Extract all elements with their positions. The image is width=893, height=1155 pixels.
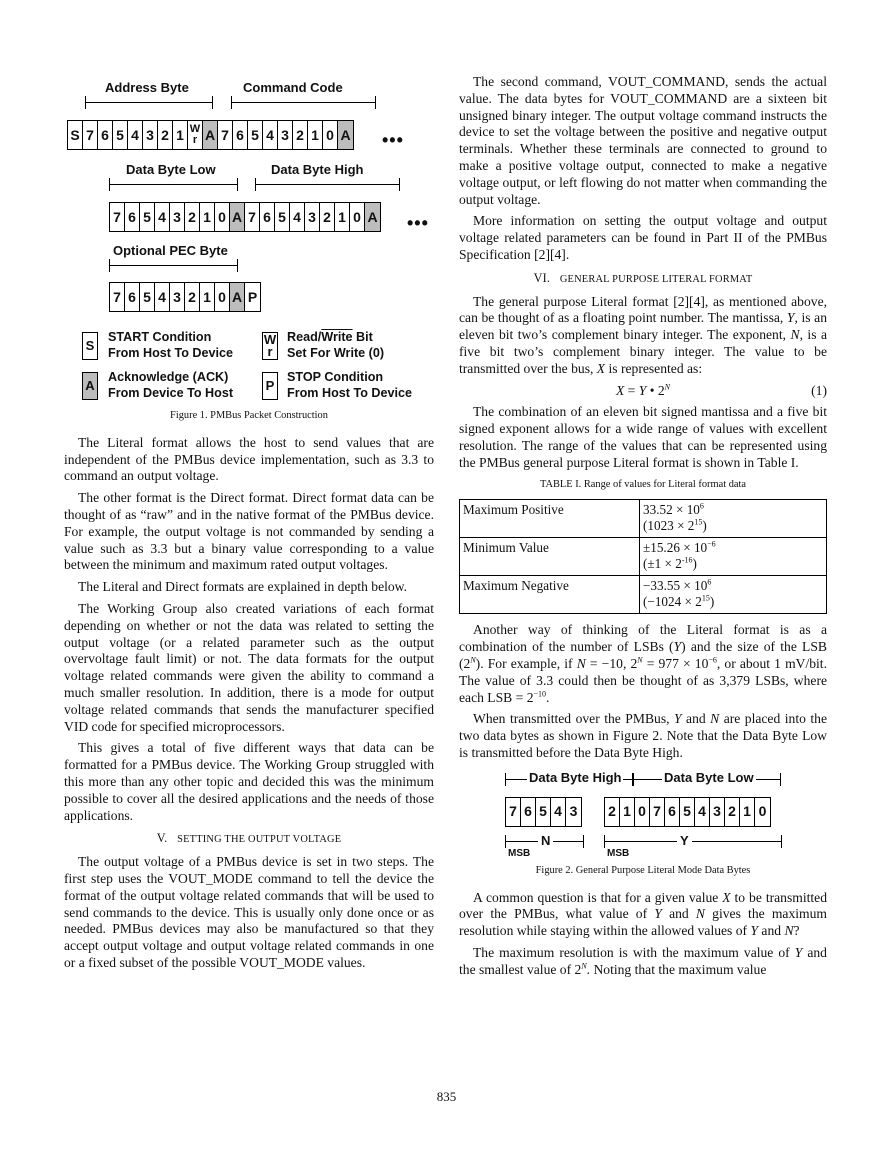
start-bit-cell: S <box>68 121 83 149</box>
legend-write-line1 <box>287 329 384 345</box>
bit-cell: 7 <box>83 121 98 149</box>
table-cell-label: Maximum Positive <box>460 500 640 538</box>
exponent-label: N <box>538 833 553 850</box>
section-heading-vi <box>459 270 827 289</box>
data-byte-low-label: Data Byte Low <box>126 162 216 177</box>
bit-cell: 5 <box>680 798 695 826</box>
bit-cell: 0 <box>215 203 230 231</box>
bit-cell: 5 <box>248 121 263 149</box>
legend-write-line1-overlined: Write <box>321 330 353 344</box>
data-byte-high-span-arrow <box>255 184 400 185</box>
legend-write-line1-post: Bit <box>352 330 373 344</box>
literal-range-table <box>459 499 827 614</box>
bit-cell: 1 <box>620 798 635 826</box>
bit-cell: 1 <box>308 121 323 149</box>
paragraph: The output voltage of a PMBus device is set in two steps. The first step uses the VOUT_MODE command to tell the device the format of the output voltage related commands that will be used to send commands to the device. This is usually only done once or as needed. PMBus devices may also be manufactured so that they accept output voltage and output voltage related commands in one or a fixed subset of the possible VOUT_MODE values. <box>64 854 434 970</box>
bit-cell: 6 <box>521 798 536 826</box>
table-cell-value: $-33.55 \times 10^6$ $(-1024 \times 2^{15})$ <box>640 576 827 614</box>
paragraph: The Literal format allows the host to send values that are independent of the PMBus device implementation, such as 3.3 to command an output voltage. <box>64 434 434 484</box>
legend-write-line2: Set For Write (0) <box>287 346 385 360</box>
continuation-ellipsis: ••• <box>382 130 404 150</box>
bit-cell: 3 <box>710 798 725 826</box>
legend-ack-text <box>108 369 233 401</box>
bit-cell: 1 <box>335 203 350 231</box>
data-byte-high-label: Data Byte High <box>271 162 364 177</box>
legend-write-symbol <box>262 332 278 360</box>
bit-cell: 6 <box>233 121 248 149</box>
bit-cell: 2 <box>605 798 620 826</box>
paragraph: More information on setting the output voltage and output voltage related parameters can be found in Part II of the PMBus Specification [2][4]. <box>459 213 827 262</box>
legend-write-symbol-top: W <box>263 332 277 347</box>
bit-cell: 2 <box>725 798 740 826</box>
pec-byte-span-arrow <box>109 265 238 266</box>
fig2-high-label: Data Byte High <box>529 769 622 785</box>
table-cell-value: $33.52 \times 10^6$ $(1023 \times 2^{15})$ <box>640 500 827 538</box>
table-cell-value: $\pm 15.26 \times 10^{-6}$ $(\pm 1 \times 2^{-16})$ <box>640 538 827 576</box>
bit-cell: 2 <box>293 121 308 149</box>
legend-write-text <box>287 329 384 361</box>
legend-ack-symbol: A <box>82 372 98 400</box>
ack-bit-cell: A <box>230 203 245 231</box>
bit-cell: 6 <box>665 798 680 826</box>
bit-cell: 1 <box>200 283 215 311</box>
bit-cell: 0 <box>635 798 650 826</box>
bit-cell: 4 <box>155 283 170 311</box>
bit-cell: 5 <box>275 203 290 231</box>
bit-cell: 2 <box>320 203 335 231</box>
page-number: 835 <box>436 1089 457 1104</box>
figure-2-data-bytes <box>459 767 827 859</box>
address-byte-span-arrow <box>85 102 213 103</box>
table-cell-label: Minimum Value <box>460 538 640 576</box>
exponent-bits-row <box>505 797 582 827</box>
legend-ack-line1: Acknowledge (ACK) <box>108 370 229 384</box>
bit-cell: 3 <box>305 203 320 231</box>
legend-ack-line2: From Device To Host <box>108 386 234 400</box>
bit-cell: 4 <box>695 798 710 826</box>
bit-cell: 4 <box>155 203 170 231</box>
bit-cell: 0 <box>350 203 365 231</box>
paragraph: The other format is the Direct format. Direct format data can be thought of as “raw” and in the native format of the PMBus device. For example, the output voltage is not commanded by sending a value such as 3.3 but a binary value corresponding to a value between the minimum and maximum rated output voltages. <box>64 490 434 573</box>
bit-cell: 3 <box>278 121 293 149</box>
legend-stop-text <box>287 369 412 401</box>
ack-bit-cell: A <box>203 121 218 149</box>
left-column <box>64 74 434 977</box>
equation-number: (1) <box>811 382 827 398</box>
paragraph: The second command, VOUT_COMMAND, sends the actual value. The data bytes for VOUT_COMMAND are a sixteen bit unsigned binary integer. The output voltage command instructs the device to set the voltage between the positive and negative output terminals. Whether these terminals are connected to ground to make a positive voltage output, connected to make a negative voltage output, or left flowing do not matter when commanding the output voltage. <box>459 74 827 207</box>
bit-cell: 3 <box>170 283 185 311</box>
paragraph: The Working Group also created variations of each format depending on whether or not the data was related to setting the output voltage (or a related parameter such as the output overvoltage fault limit) or not. The data formats for the output voltage related commands were given the ability to command a much smaller resolution. In addition, there is a mode for output voltage related commands that sends the manufacturer specified VID code for specified microprocessors. <box>64 600 434 734</box>
bit-cell: 7 <box>245 203 260 231</box>
paragraph: This gives a total of five different ways that data can be formatted for a PMBus device. The Working Group struggled with this more than any other topic and decided this was the minimum possible to cover all the desired applications and the needs of those applications. <box>64 740 434 823</box>
paragraph: The general purpose Literal format [2][4], as mentioned above, can be thought of as a floating point number. The mantissa, Y, is an eleven bit two’s complement binary integer. The exponent, N, is a five bit two’s complement binary integer. The value to be transmitted over the bus, X is represented as: <box>459 293 828 376</box>
bit-cell: 3 <box>170 203 185 231</box>
paragraph: When transmitted over the PMBus, Y and N are placed into the two data bytes as shown in Figure 2. Note that the Data Byte Low is transmitted before the Data Byte High. <box>459 711 827 760</box>
table-1-caption: TABLE I. Range of values for Literal format data <box>539 478 747 490</box>
data-byte-low-span-arrow <box>109 184 238 185</box>
packet-row-address-command <box>67 120 354 150</box>
legend-stop-symbol: P <box>262 372 278 400</box>
write-bit-cell: W r <box>188 121 203 149</box>
bit-cell: 1 <box>200 203 215 231</box>
legend-stop-line2: From Host To Device <box>287 386 413 400</box>
command-code-label: Command Code <box>243 80 343 95</box>
section-title: GENERAL PURPOSE LITERAL FORMAT <box>559 273 753 285</box>
table-row <box>460 538 827 576</box>
section-number: V. <box>156 831 168 846</box>
section-number: VI. <box>533 270 551 285</box>
bit-cell: 0 <box>758 803 767 820</box>
msb-label: MSB <box>508 847 531 859</box>
continuation-ellipsis: ••• <box>407 213 429 233</box>
figure-2-caption: Figure 2. General Purpose Literal Mode Data Bytes <box>535 864 751 876</box>
bit-cell: 3 <box>569 803 578 820</box>
bit-cell: 5 <box>113 121 128 149</box>
legend-start-text <box>108 329 233 361</box>
bit-cell: 5 <box>536 798 551 826</box>
paragraph: The maximum resolution is with the maximum value of Y and the smallest value of $2^N$. Noting that the maximum value <box>459 944 827 977</box>
bit-cell: 6 <box>125 283 140 311</box>
bit-cell: 6 <box>98 121 113 149</box>
command-code-span-arrow <box>231 102 376 103</box>
bit-cell: 7 <box>110 203 125 231</box>
bit-cell: 7 <box>506 798 521 826</box>
bit-cell: 4 <box>263 121 278 149</box>
bit-cell: 4 <box>551 798 566 826</box>
paragraph: The Literal and Direct formats are explained in depth below. <box>78 579 408 595</box>
bit-cell: 7 <box>110 283 125 311</box>
legend-start-line2: From Host To Device <box>108 346 234 360</box>
bit-cell: 2 <box>185 203 200 231</box>
mantissa-label: Y <box>677 833 692 850</box>
bit-cell: 2 <box>158 121 173 149</box>
ack-bit-cell: A <box>230 283 245 311</box>
mantissa-span-arrow <box>604 841 782 842</box>
bit-cell: 3 <box>143 121 158 149</box>
figure-1-packet-diagram <box>64 74 434 404</box>
ack-bit-cell: A <box>338 121 353 149</box>
bit-cell: 2 <box>185 283 200 311</box>
table-cell-label: Maximum Negative <box>460 576 640 614</box>
bit-cell: 6 <box>125 203 140 231</box>
section-title: SETTING THE OUTPUT VOLTAGE <box>177 834 342 846</box>
bit-cell: 5 <box>140 283 155 311</box>
right-column <box>459 74 827 983</box>
pec-byte-label: Optional PEC Byte <box>113 243 228 258</box>
bit-cell: 0 <box>215 283 230 311</box>
bit-cell: 1 <box>740 798 755 826</box>
paragraph: A common question is that for a given value X to be transmitted over the PMBus, what value of Y and N gives the maximum resolution while staying within the allowed values of Y and N? <box>459 889 828 939</box>
paragraph: Another way of thinking of the Literal format is as a combination of the number of LSBs (Y) and the size of the LSB $(2^N)$. For example, if N = −10, $2^N = 977 \times 10^{-6}$, or about 1 mV/bit. The value of 3.3 could then be thought of as 3,379 LSBs, where each LSB = $2^{-10}$. <box>459 622 827 705</box>
packet-row-data-bytes <box>109 202 381 232</box>
legend-start-symbol: S <box>82 332 98 360</box>
bit-cell: 4 <box>128 121 143 149</box>
legend-start-line1: START Condition <box>108 330 212 344</box>
bit-cell: 5 <box>140 203 155 231</box>
fig2-low-label: Data Byte Low <box>664 769 754 785</box>
bit-cell: 4 <box>290 203 305 231</box>
bit-cell: 0 <box>323 121 338 149</box>
bit-cell: 7 <box>650 798 665 826</box>
bit-cell: 1 <box>173 121 188 149</box>
stop-bit-cell: P <box>247 288 258 305</box>
table-row <box>460 576 827 614</box>
bit-cell: 6 <box>260 203 275 231</box>
address-byte-label: Address Byte <box>105 80 189 95</box>
figure-1-caption: Figure 1. PMBus Packet Construction <box>170 410 328 421</box>
msb-label: MSB <box>607 847 630 859</box>
ack-bit-cell: A <box>365 203 380 231</box>
equation-1: X = Y • $2^N$ (1) <box>615 382 827 398</box>
packet-row-pec <box>109 282 261 312</box>
bit-cell: 7 <box>218 121 233 149</box>
legend-stop-line1: STOP Condition <box>287 370 384 384</box>
legend-write-line1-pre: Read/ <box>287 330 322 344</box>
paragraph: The combination of an eleven bit signed mantissa and a five bit signed exponent allows for a wide range of values with excellent resolution. The range of the values that can be represented using the PMBus general purpose Literal format is shown in Table I. <box>459 404 827 470</box>
legend-write-symbol-bottom: r <box>267 344 273 359</box>
mantissa-bits-row <box>604 797 771 827</box>
table-row <box>460 500 827 538</box>
section-heading-v <box>64 830 434 849</box>
